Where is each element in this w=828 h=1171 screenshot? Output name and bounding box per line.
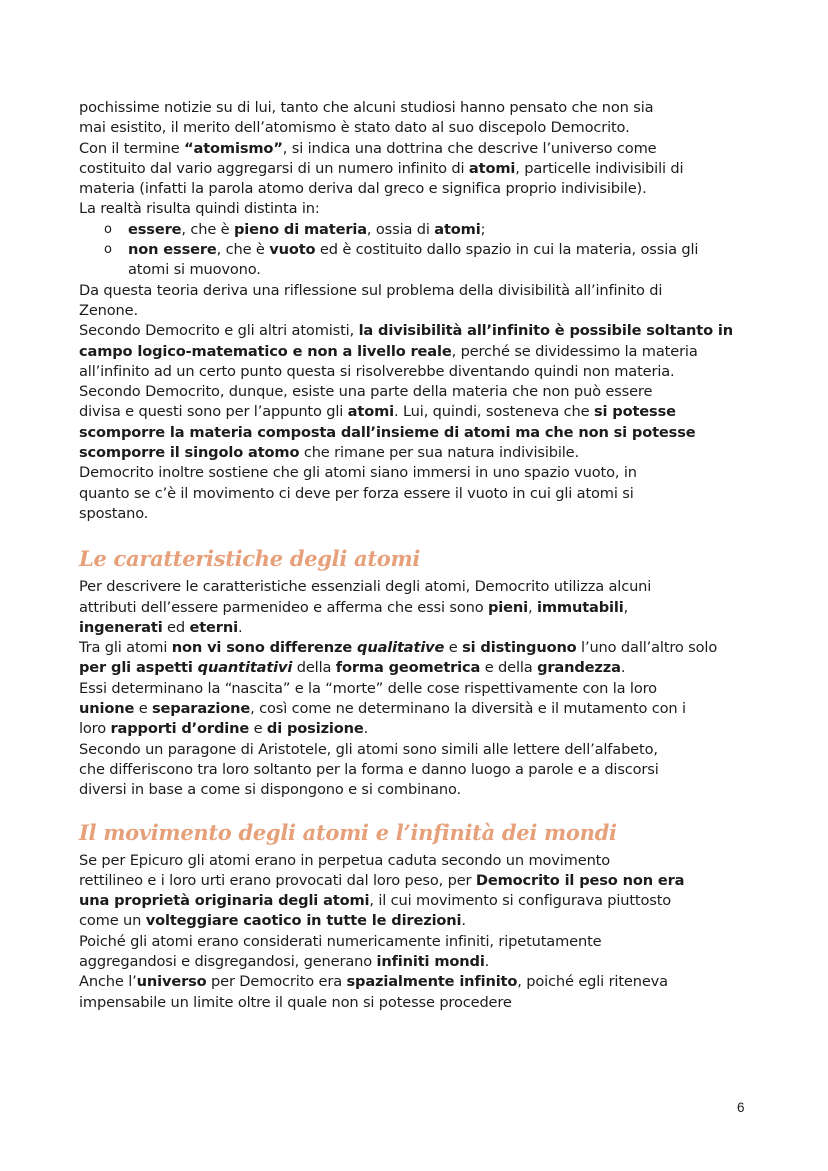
text: Zenone.: [79, 301, 138, 319]
bold-term: si distinguono: [462, 639, 577, 657]
text-line: [79, 740, 751, 760]
text: .: [484, 952, 490, 970]
text: .: [461, 912, 466, 930]
text: Per descrivere le caratteristiche essenziali degli atomi, Democrito utilizza alcuni: [79, 578, 652, 596]
text-line: [79, 301, 751, 321]
text: ,: [528, 598, 537, 616]
text: materia (infatti la parola atomo deriva dal greco e significa proprio indivisibile).: [79, 180, 647, 198]
divisibility-paragraph: [79, 281, 751, 525]
bullet-marker: o: [104, 242, 112, 258]
text-line: [79, 891, 751, 911]
bold-term: volteggiare caotico in tutte le direzioni: [145, 912, 462, 930]
text-line: [79, 382, 751, 402]
text-line: [79, 402, 751, 422]
text-line: [79, 281, 751, 301]
movement-paragraph: [79, 851, 751, 1013]
bold-term: atomi: [434, 220, 481, 238]
text: e: [134, 700, 153, 718]
bullet-marker: o: [104, 221, 112, 237]
bold-term: scomporre il singolo atomo: [79, 444, 300, 462]
text: rettilineo e i loro urti erano provocati dal loro peso, per: [79, 871, 476, 889]
bold-term: universo: [136, 973, 207, 991]
text-line: [79, 658, 751, 678]
list-item: [79, 240, 751, 281]
text-line: [79, 719, 751, 739]
text-line: [79, 342, 751, 362]
text: per Democrito era: [206, 973, 347, 991]
text-line: [128, 220, 751, 240]
bold-term: ingenerati: [79, 618, 163, 636]
text-line: [79, 98, 751, 118]
bold-term: infiniti mondi: [376, 952, 485, 970]
text: Da questa teoria deriva una riflessione sul problema della divisibilità all’infinito di: [79, 281, 663, 299]
bold-term: Democrito il peso non era: [475, 871, 685, 889]
text: diversi in base a come si dispongono e si combinano.: [79, 781, 461, 799]
bold-term: “atomismo”: [184, 139, 283, 157]
text-line: [79, 952, 751, 972]
bold-term: una proprietà originaria degli atomi: [79, 892, 370, 910]
text: e: [444, 639, 463, 657]
bold-term: pieno di materia: [233, 220, 367, 238]
text: .: [237, 618, 243, 636]
text-line: [79, 159, 751, 179]
text-line: [79, 871, 751, 891]
text: La realtà risulta quindi distinta in:: [79, 200, 320, 218]
text: .: [620, 659, 626, 677]
text-line: [79, 972, 751, 992]
text: , perché se dividessimo la materia: [451, 342, 698, 360]
text: spostano.: [79, 504, 149, 522]
text: all’infinito ad un certo punto questa si risolverebbe diventando quindi non materia.: [79, 362, 675, 380]
text: Secondo Democrito e gli altri atomisti,: [79, 322, 359, 340]
bold-term: immutabili: [537, 598, 624, 616]
text: Con il termine: [79, 139, 185, 157]
text: Secondo Democrito, dunque, esiste una parte della materia che non può essere: [79, 383, 653, 401]
text: quanto se c’è il movimento ci deve per forza essere il vuoto in cui gli atomi si: [79, 484, 634, 502]
text: , poiché egli riteneva: [517, 973, 668, 991]
spacer: [79, 524, 751, 545]
text: Democrito inoltre sostiene che gli atomi siano immersi in uno spazio vuoto, in: [79, 464, 637, 482]
text: ed è costituito dallo spazio in cui la materia, ossia gli: [315, 241, 699, 259]
text-line: [79, 638, 751, 658]
bold-term: atomi: [468, 159, 516, 177]
text-line: [79, 851, 751, 871]
bold-term: per gli aspetti: [79, 659, 198, 677]
bold-term: di posizione: [266, 720, 364, 738]
characteristics-paragraph: [79, 577, 751, 800]
text-line: [79, 911, 751, 931]
text: come un: [79, 912, 146, 930]
bold-term: campo logico-matematico e non a livello reale: [79, 342, 452, 360]
text-line: [79, 932, 751, 952]
text: impensabile un limite oltre il quale non si potesse procedere: [79, 993, 512, 1011]
text: della: [292, 659, 336, 677]
text: costituito dal vario aggregarsi di un numero infinito di: [79, 159, 469, 177]
bold-term: grandezza: [537, 659, 621, 677]
text: che rimane per sua natura indivisibile.: [299, 444, 579, 462]
text: Se per Epicuro gli atomi erano in perpetua caduta secondo un movimento: [79, 851, 611, 869]
bullet-list: [79, 220, 751, 281]
text: , si indica una dottrina che descrive l’universo come: [282, 139, 657, 157]
text-line: [79, 577, 751, 597]
text: l’uno dall’altro solo: [576, 639, 718, 657]
section-heading-characteristics: Le caratteristiche degli atomi: [79, 546, 421, 572]
list-item: [79, 220, 751, 240]
bold-term: scomporre la materia composta dall’insieme di atomi ma che non si potesse: [79, 423, 696, 441]
text: ,: [623, 598, 629, 616]
bold-term: eterni: [189, 618, 238, 636]
bold-term: vuoto: [269, 241, 316, 259]
text: Anche l’: [79, 973, 137, 991]
text: e della: [480, 659, 538, 677]
bold-term: spazialmente infinito: [346, 973, 518, 991]
text-line: [79, 199, 751, 219]
text: loro: [79, 720, 111, 738]
bold-term: la divisibilità all’infinito è possibile soltanto in: [358, 322, 733, 340]
bold-term: separazione: [152, 700, 251, 718]
bold-term: pieni: [488, 598, 529, 616]
text: aggregandosi e disgregandosi, generano: [79, 952, 377, 970]
text: , che è: [216, 241, 270, 259]
text: ;: [480, 220, 486, 238]
text: che differiscono tra loro soltanto per la forma e danno luogo a parole e a discorsi: [79, 760, 659, 778]
text: mai esistito, il merito dell’atomismo è stato dato al suo discepolo Democrito.: [79, 119, 630, 137]
bold-term: non essere: [128, 241, 217, 259]
text: pochissime notizie su di lui, tanto che alcuni studiosi hanno pensato che non sia: [79, 99, 654, 116]
text: e: [249, 720, 267, 738]
text: divisa e questi sono per l’appunto gli: [79, 403, 348, 421]
bold-term: si potesse: [593, 403, 676, 421]
text: , il cui movimento si configurava piuttosto: [369, 892, 672, 910]
text-line: [79, 504, 751, 524]
text-line: [79, 321, 751, 341]
text: . Lui, quindi, sosteneva che: [393, 403, 594, 421]
text-line: [79, 598, 751, 618]
section-heading-movement: Il movimento degli atomi e l’infinità dei mondi: [79, 819, 617, 845]
text: Essi determinano la “nascita” e la “morte” delle cose rispettivamente con la loro: [79, 679, 657, 697]
text-line: [79, 463, 751, 483]
text: Tra gli atomi: [79, 639, 172, 657]
text-line: [79, 699, 751, 719]
text: .: [363, 720, 369, 738]
text: , così come ne determinano la diversità e il mutamento con i: [250, 700, 686, 718]
bold-term: forma geometrica: [335, 659, 481, 677]
bold-term: rapporti d’ordine: [110, 720, 250, 738]
text: Poiché gli atomi erano considerati numericamente infiniti, ripetutamente: [79, 932, 602, 950]
page-number: 6: [737, 1100, 745, 1115]
text: atomi si muovono.: [128, 261, 261, 279]
spacer: [79, 801, 751, 819]
bold-term: atomi: [347, 403, 394, 421]
text: attributi dell’essere parmenideo e afferma che essi sono: [79, 598, 489, 616]
intro-paragraph: [79, 98, 751, 220]
text-line: [128, 260, 751, 280]
text-line: [79, 443, 751, 463]
bold-italic-term: qualitative: [357, 639, 445, 657]
text-line: [79, 618, 751, 638]
text-line: [79, 179, 751, 199]
bold-term: unione: [79, 700, 135, 718]
page-content: [79, 98, 751, 1013]
text-line: [79, 423, 751, 443]
text: , particelle indivisibili di: [515, 159, 684, 177]
text-line: [79, 484, 751, 504]
text-line: [79, 679, 751, 699]
text-line: [79, 362, 751, 382]
text: , che è: [181, 220, 234, 238]
text-line: [79, 118, 751, 138]
bold-term: non vi sono differenze: [171, 639, 358, 657]
text-line: [79, 993, 751, 1013]
text: ed: [162, 618, 190, 636]
text: , ossia di: [366, 220, 435, 238]
text-line: [79, 760, 751, 780]
bold-term: essere: [128, 220, 182, 238]
text-line: [128, 240, 751, 260]
text-line: [79, 780, 751, 800]
bold-italic-term: quantitativi: [197, 659, 293, 677]
text: Secondo un paragone di Aristotele, gli atomi sono simili alle lettere dell’alfabeto,: [79, 740, 658, 758]
text-line: [79, 139, 751, 159]
